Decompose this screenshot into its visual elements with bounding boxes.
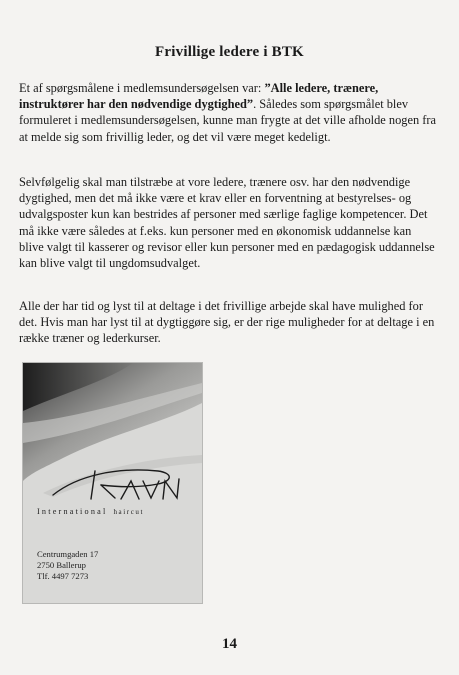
paragraph-1-rest: . Således som spørgsmålet blev formuleret i medlemsundersøgelsen, kunne man frygte at det ville afholde nogen fra at melde sig som frivillig leder, og det vil være meget kedeligt. <box>19 97 437 144</box>
ravn-advertisement <box>22 362 203 604</box>
page-number: 14 <box>222 636 237 652</box>
paragraph-3: Alle der har tid og lyst til at deltage i det frivillige arbejde skal have mulighed for det. Hvis man har lyst til at dygtiggøre sig, er der rige muligheder for at deltage i en række træner og lederkurser. <box>19 299 435 346</box>
ad-address <box>37 549 98 583</box>
ad-tagline: International haircut <box>37 507 145 516</box>
ad-address-phone: Tlf. 4497 7273 <box>37 571 89 582</box>
paragraph-1 <box>19 80 439 145</box>
page-title: Frivillige ledere i BTK <box>155 44 304 60</box>
paragraph-2: Selvfølgelig skal man tilstræbe at vore ledere, trænere osv. har den nødvendige dygtighed, men det må ikke være et krav eller en forventning at bestyrelses- og udvalgsposter kun kan bestrides af personer med særlige faglige kompetencer. Det må ikke være således at f.eks. kun personer med en økonomisk uddannelse kan blive valgt til kasserer og revisor eller kun personer med en pædagogisk uddannelse kan blive valgt til ungdomsudvalget. <box>19 175 435 271</box>
paragraph-1-quote: ”Alle ledere, trænere, instruktører har den nødvendige dygtighed” <box>19 81 379 112</box>
ad-address-city: 2750 Ballerup <box>37 560 86 571</box>
ad-address-street: Centrumgaden 17 <box>37 549 99 559</box>
paragraph-1-lead: Et af spørgsmålene i medlemsundersøgelsen var: <box>19 81 265 95</box>
